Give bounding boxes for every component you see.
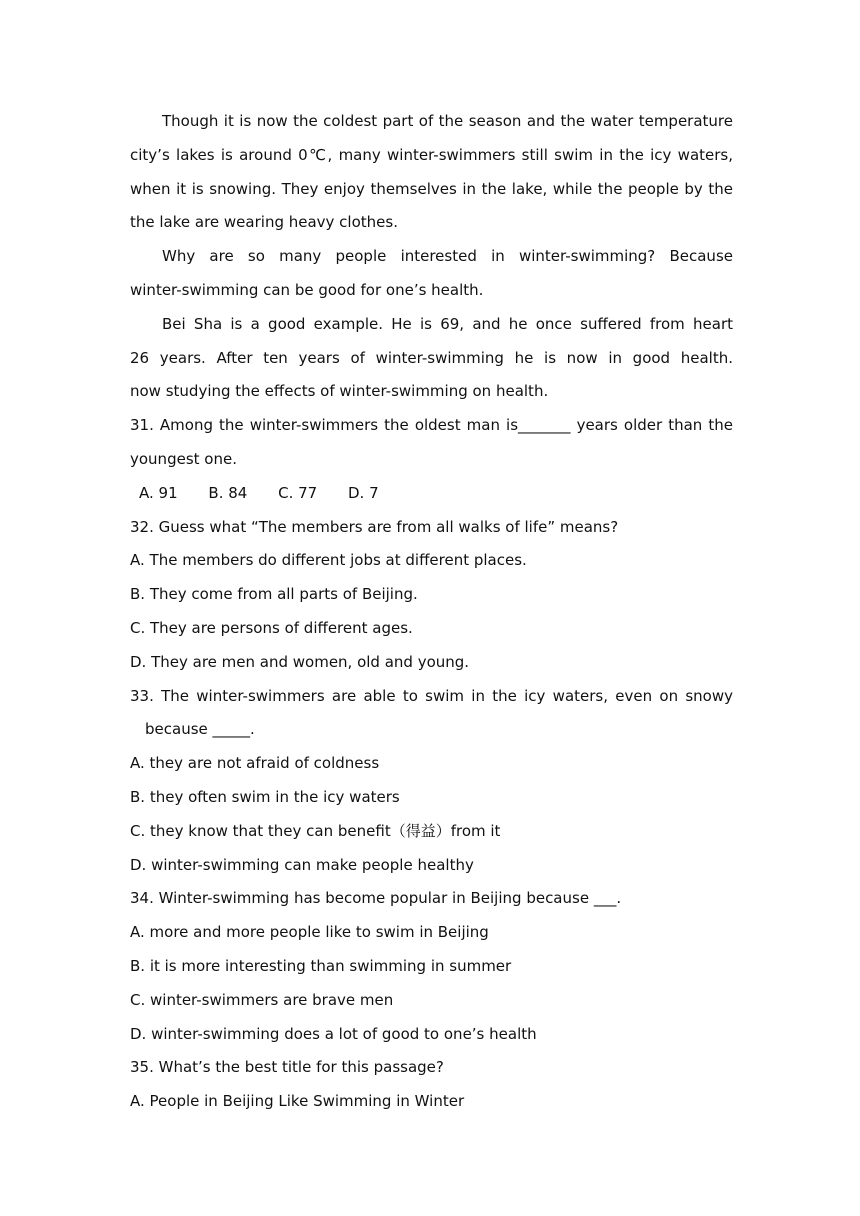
passage-paragraph-2 — [130, 240, 733, 308]
question-stem: 31. Among the winter-swimmers the oldest man is_______ years older than the — [130, 416, 733, 435]
text-line: Bei Sha is a good example. He is 69, and he once suffered from heart — [162, 314, 733, 333]
question-stem: youngest one. — [130, 449, 237, 468]
answer-option: C. they know that they can benefit（得益）from it — [130, 821, 501, 840]
question-34 — [130, 882, 733, 1051]
answer-options — [130, 477, 733, 511]
question-stem: because _____. — [145, 720, 255, 739]
text-line: 26 years. After ten years of winter-swimming he is now in good health. — [130, 348, 733, 367]
text-line: Why are so many people interested in winter-swimming? Because — [162, 247, 733, 266]
answer-option: B. they often swim in the icy waters — [130, 787, 400, 806]
question-33 — [130, 680, 733, 883]
question-32 — [130, 511, 733, 680]
answer-option: A. 91 — [139, 483, 178, 502]
answer-option: D. winter-swimming does a lot of good to one’s health — [130, 1024, 537, 1043]
answer-option: C. 77 — [278, 483, 318, 502]
answer-option: A. The members do different jobs at different places. — [130, 551, 527, 570]
answer-option: C. They are persons of different ages. — [130, 618, 413, 637]
question-stem: 33. The winter-swimmers are able to swim in the icy waters, even on snowy — [130, 686, 733, 705]
question-stem: 35. What’s the best title for this passage? — [130, 1058, 444, 1077]
answer-option: B. 84 — [208, 483, 248, 502]
answer-option: D. They are men and women, old and young. — [130, 652, 470, 671]
answer-option: B. They come from all parts of Beijing. — [130, 585, 418, 604]
text-line: when it is snowing. They enjoy themselves in the lake, while the people by the — [130, 179, 733, 198]
question-31 — [130, 409, 733, 510]
reading-content — [130, 105, 733, 1119]
text-line: city’s lakes is around 0℃, many winter-swimmers still swim in the icy waters, — [130, 145, 733, 164]
text-line: Though it is now the coldest part of the season and the water temperature — [162, 112, 733, 130]
answer-option: B. it is more interesting than swimming in summer — [130, 956, 512, 975]
question-stem: 32. Guess what “The members are from all walks of life” means? — [130, 517, 619, 536]
question-35 — [130, 1051, 733, 1119]
text-line: winter-swimming can be good for one’s health. — [130, 280, 484, 299]
text-line: now studying the effects of winter-swimming on health. — [130, 382, 549, 401]
passage-paragraph-1 — [130, 105, 733, 240]
answer-option: A. People in Beijing Like Swimming in Winter — [130, 1092, 465, 1111]
question-stem: 34. Winter-swimming has become popular in Beijing because ___. — [130, 889, 622, 908]
answer-option: A. they are not afraid of coldness — [130, 754, 380, 773]
answer-option: D. winter-swimming can make people healthy — [130, 855, 474, 874]
text-line: the lake are wearing heavy clothes. — [130, 213, 398, 232]
answer-option: D. 7 — [348, 483, 379, 502]
answer-option: C. winter-swimmers are brave men — [130, 990, 394, 1009]
answer-option: A. more and more people like to swim in Beijing — [130, 923, 489, 942]
passage-paragraph-3 — [130, 308, 733, 409]
